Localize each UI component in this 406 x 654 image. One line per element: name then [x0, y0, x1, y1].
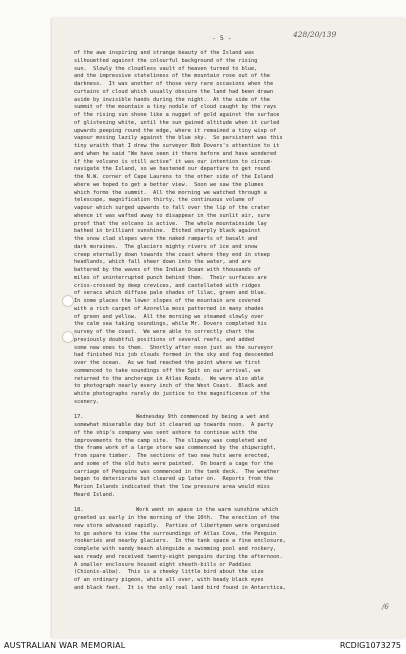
text-line: silhouetted against the colourful background of the rising — [74, 57, 258, 64]
text-line: complete with sandy beach alongside a swimming pool and rockery, — [74, 546, 277, 552]
text-line: upwards peeping round the edge, where it remained a tiny wisp of — [74, 127, 277, 134]
footer-record-id: RCDIG1073275 — [339, 641, 401, 650]
text-line: to go ashore to view the surroundings of Atlas Cove, the Penguin — [74, 530, 277, 537]
text-line: A smaller enclosure housed eight sheath-bills or Paddies — [74, 561, 252, 568]
paragraph-continued — [74, 50, 394, 407]
text-line: to photograph nearly every inch of the West Coast. Black and — [74, 383, 267, 390]
paragraph-first-line: Wednesday 9th commenced by being a wet and — [136, 414, 269, 421]
paragraph-number: 18. — [74, 507, 84, 514]
text-line: rookeries and nearby glaciers. In the tank space a fine enclosure, — [74, 538, 286, 545]
text-line: of an ordinary pigeon, white all over, with beady black eyes — [74, 577, 264, 583]
text-line: dark moraines. The glaciers mighty rivers of ice and snow — [74, 243, 258, 250]
text-line: and some of the old huts were painted. On board a cage for the — [74, 460, 274, 467]
text-line: somewhat miserable day but it cleared up towards noon. A party — [74, 422, 274, 428]
text-line: telescope, magnification thirty, the continuous volume of — [74, 197, 255, 204]
text-line: criss-crossed by deep crevices, and castellated with ridges — [74, 282, 261, 289]
text-line: improvements to the camp site. The slipway was completed and — [74, 437, 267, 444]
text-line: the frame work of a large store was commenced by the shipwright, — [74, 445, 277, 452]
punch-hole — [62, 331, 74, 343]
text-line: scenery. — [74, 398, 100, 405]
text-line: white photographs rarely do justice to the magnificence of the — [74, 391, 270, 397]
text-line: tiny wraith that I drew the surveyor Bob Dovers's attention to it — [74, 143, 280, 149]
handwritten-reference: 428/20/139 — [293, 30, 337, 39]
text-line: aside by invisible hands during the night. At the side of the — [74, 96, 270, 103]
punch-hole — [62, 295, 74, 307]
text-line: Marion Islands indicated that the low pressure area would miss — [74, 484, 270, 490]
text-line: had finished his job clouds formed in the sky and fog descended — [74, 352, 274, 359]
text-line: proof that the volcano is active. The whole mountainside lay — [74, 220, 267, 227]
paragraph-18-heading — [74, 507, 394, 515]
text-line: the calm sea taking soundings, while Mr. Dovers completed his — [74, 321, 267, 328]
text-line: carriage of Penguins was commenced in the tank deck. The weather — [74, 468, 280, 475]
document-text — [74, 50, 394, 593]
text-line: curtains of cloud which usually obscure the land had been drawn — [74, 88, 274, 95]
text-line: previously doubtful positions of several reefs, and added — [74, 336, 255, 343]
text-line: miles of uninterrupted punch behind them. Their surfaces are — [74, 274, 267, 281]
text-line: bathed in brilliant sunshine. Etched sharply black against — [74, 228, 261, 235]
text-line: summit of the mountain a tiny nodule of cloud caught by the rays — [74, 104, 277, 111]
text-line: of the awe inspiring and strange beauty of the Island was — [74, 50, 255, 56]
text-line: greeted us early in the morning of the 10th. The erection of the — [74, 515, 280, 521]
text-line: was ready and received twenty-eight penguins during the afternoon. — [74, 553, 283, 560]
paragraph-18 — [74, 515, 394, 593]
text-line: returned to the anchorage in Atlas Roads. We were also able — [74, 375, 264, 382]
text-line: creep eternally down towards the coast where they end in steep — [74, 251, 270, 258]
text-line: vapour which surged upwards to fall over the lip of the crater — [74, 205, 270, 211]
text-line: and the impressive stateliness of the mountain rose out of the — [74, 73, 270, 80]
text-line: which forms the summit. All the morning we watched through a — [74, 189, 267, 196]
paragraph-17 — [74, 422, 394, 500]
text-line: of the ship's company was sent ashore to continue with the — [74, 429, 258, 436]
page-number: - 5 - — [212, 34, 232, 42]
text-line: whence it was wafted away to disappear in the sunlit air, sure — [74, 212, 270, 219]
text-line: and black feet. It is the only real land bird found in Antarctica, — [74, 584, 286, 591]
archive-footer — [0, 640, 406, 654]
text-line: and when he said "We have seen it there before and have wondered — [74, 150, 277, 157]
text-line: survey of the coast. We were able to correctly chart the — [74, 329, 255, 335]
text-line: commenced to take soundings off the Spit on our arrival, we — [74, 367, 261, 374]
text-line: In some places the lower slopes of the mountain are covered — [74, 298, 261, 304]
text-line: from spare timber. The sections of two new huts were erected, — [74, 453, 270, 459]
text-line: of the rising sun shone like a nugget of gold against the surface — [74, 112, 280, 118]
footer-institution: AUSTRALIAN WAR MEMORIAL — [4, 641, 126, 650]
text-line: the snow clad slopes were the naked ramparts of basalt and — [74, 236, 258, 242]
text-line: of seracs which diffuse pale shades of lilac, green and blue. — [74, 290, 267, 297]
text-line: new store advanced rapidly. Parties of libertymen were organised — [74, 522, 280, 529]
text-line: battered by the waves of the Indian Ocean with thousands of — [74, 267, 261, 273]
text-line: with a rich carpet of Azorella moss patterned in many shades — [74, 305, 264, 312]
paragraph-17-heading — [74, 414, 394, 422]
paragraph-number: 17. — [74, 414, 84, 421]
text-line: (Chionis-alba). This is a cheeky little bird about the size — [74, 569, 264, 576]
punch-holes — [62, 295, 74, 367]
text-line: the N.W. corner of Cape Laurens to the other side of the Island — [74, 174, 274, 180]
text-line: began to deteriorate but cleared up later on. Reports from the — [74, 476, 274, 483]
text-line: of glistening white, until the sun gained altitude when it curled — [74, 119, 280, 126]
text-line: where we hoped to get a better view. Soon we saw the plumes — [74, 181, 264, 188]
text-line: darkness. It was another of those very rare occasions when the — [74, 81, 274, 87]
text-line: if the volcano is still active" it was our intention to circum- — [74, 158, 274, 165]
paragraph-first-line: Work went on apace in the warm sunshine which — [136, 507, 279, 514]
text-line: sun. Slowly the cloudless vault of heaven turned to blue, — [74, 65, 258, 72]
text-line: over the ocean. As we had reached the point where we first — [74, 360, 261, 366]
text-line: vapour moving lazily against the blue sky. So persistent was this — [74, 135, 283, 142]
corner-mark: /6 — [382, 603, 389, 611]
text-line: headlands, which fall sheer down into the water, and are — [74, 259, 252, 266]
text-line: Heard Island. — [74, 491, 116, 498]
text-line: navigate the Island, so we hastened our departure to get round — [74, 166, 270, 173]
text-line: of green and yellow. All the morning we steamed slowly over — [74, 313, 264, 320]
text-line: some new ones to them. Shortly after noon just as the surveyor — [74, 344, 274, 351]
